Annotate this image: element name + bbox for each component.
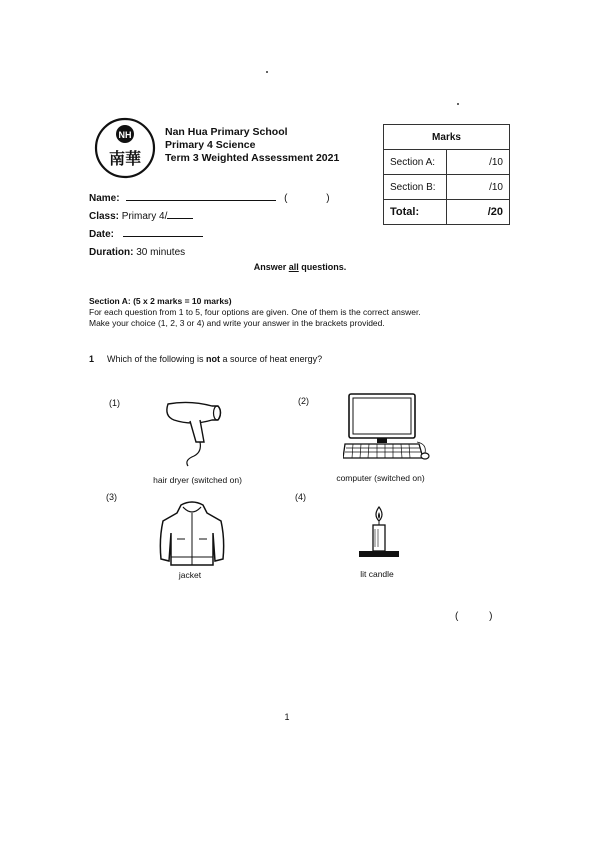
duration-label: Duration: xyxy=(89,247,134,258)
question-text-pre: Which of the following is xyxy=(107,354,207,364)
class-field[interactable] xyxy=(167,208,193,219)
register-close-bracket: ) xyxy=(326,193,330,204)
answer-instruction xyxy=(0,262,600,272)
option-1-number: (1) xyxy=(109,398,120,408)
option-2-number: (2) xyxy=(298,396,309,406)
class-value: Primary 4/ xyxy=(121,211,168,222)
option-4-caption: lit candle xyxy=(360,569,394,579)
section-a-title: Section A: (5 x 2 marks = 10 marks) xyxy=(89,296,232,306)
section-a-label: Section A: xyxy=(384,150,447,175)
logo-chinese: 南華 xyxy=(108,149,142,168)
hair-dryer-icon xyxy=(160,396,226,473)
section-a-line2: Make your choice (1, 2, 3 or 4) and write your answer in the brackets provided. xyxy=(89,318,385,328)
question-text-emph: not xyxy=(206,354,221,364)
name-label: Name: xyxy=(89,193,120,204)
marks-title: Marks xyxy=(384,125,510,150)
instruction-pre: Answer xyxy=(253,262,289,272)
scan-speck xyxy=(457,103,459,105)
subject-title: Primary 4 Science xyxy=(165,139,256,151)
question-1 xyxy=(89,354,322,364)
school-logo xyxy=(94,117,156,179)
option-3-number: (3) xyxy=(106,492,117,502)
section-b-marks: /10 xyxy=(447,175,510,200)
register-open-bracket: ( xyxy=(284,193,288,204)
marks-table xyxy=(383,124,510,225)
option-3-caption: jacket xyxy=(178,570,202,580)
duration-value: 30 minutes xyxy=(136,247,186,258)
scan-speck xyxy=(266,71,268,73)
computer-icon xyxy=(343,392,431,471)
section-a-intro xyxy=(89,296,421,329)
answer-open-bracket: ( xyxy=(455,611,459,622)
question-number: 1 xyxy=(89,354,95,364)
date-field[interactable] xyxy=(123,226,203,237)
section-a-marks: /10 xyxy=(447,150,510,175)
date-row xyxy=(89,226,330,244)
answer-bracket[interactable] xyxy=(455,611,492,622)
question-text-post: a source of heat energy? xyxy=(220,354,323,364)
class-label: Class: xyxy=(89,211,120,222)
jacket-icon xyxy=(157,499,227,574)
section-b-label: Section B: xyxy=(384,175,447,200)
instruction-emph: all xyxy=(288,262,299,272)
candle-icon xyxy=(356,505,402,566)
total-marks: /20 xyxy=(447,200,510,225)
class-row xyxy=(89,208,330,226)
date-label: Date: xyxy=(89,229,115,240)
option-4-number: (4) xyxy=(295,492,306,502)
name-field[interactable] xyxy=(126,190,276,201)
instruction-post: questions. xyxy=(298,262,347,272)
assessment-title: Term 3 Weighted Assessment 2021 xyxy=(165,152,340,164)
school-heading xyxy=(165,126,339,165)
school-name: Nan Hua Primary School xyxy=(165,126,288,138)
student-fields xyxy=(89,190,330,262)
logo-initials: NH xyxy=(118,130,132,140)
answer-close-bracket: ) xyxy=(489,611,493,622)
duration-row xyxy=(89,244,330,262)
name-row xyxy=(89,190,330,208)
total-label: Total: xyxy=(384,200,447,225)
option-2-caption: computer (switched on) xyxy=(336,473,425,483)
page-number: 1 xyxy=(284,712,290,722)
section-a-line1: For each question from 1 to 5, four options are given. One of them is the correct answer. xyxy=(89,307,421,317)
option-1-caption: hair dryer (switched on) xyxy=(153,475,242,485)
